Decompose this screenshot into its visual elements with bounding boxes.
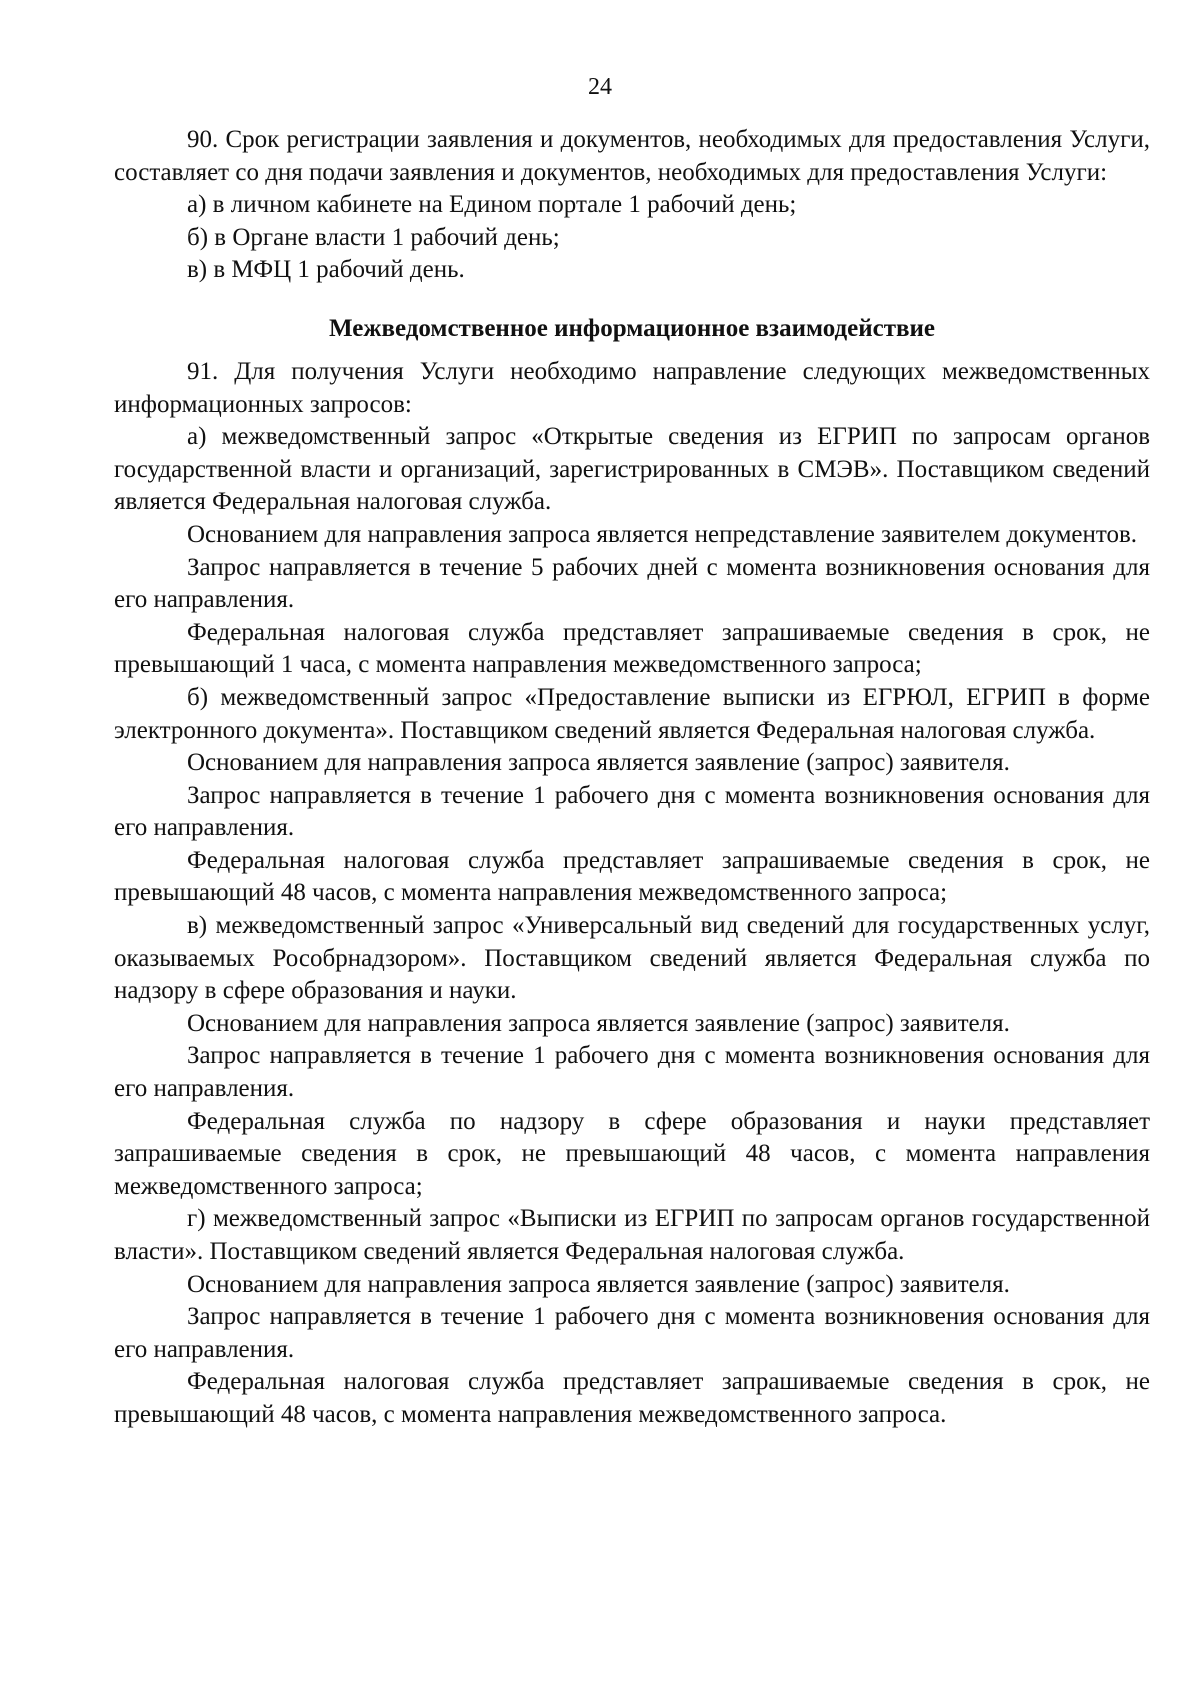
request-a-timing: Запрос направляется в течение 5 рабочих дней с момента возникновения основания для его направления. — [114, 553, 1150, 614]
document-body — [114, 124, 1150, 1432]
list-item-a: а) в личном кабинете на Едином портале 1 рабочий день; — [187, 191, 797, 219]
paragraph-90: 90. Срок регистрации заявления и документов, необходимых для предоставления Услуги, составляет со дня подачи заявления и документов, необходимых для предоставления Услуги: — [114, 126, 1150, 186]
request-a-basis: Основанием для направления запроса является непредставление заявителем документов. — [187, 520, 1138, 548]
request-g-basis: Основанием для направления запроса является заявление (запрос) заявителя. — [187, 1270, 1010, 1298]
request-b-timing: Запрос направляется в течение 1 рабочего дня с момента возникновения основания для его направления. — [114, 781, 1150, 842]
list-item-b: б) в Органе власти 1 рабочий день; — [187, 223, 560, 251]
request-g-timing: Запрос направляется в течение 1 рабочего дня с момента возникновения основания для его направления. — [114, 1303, 1150, 1363]
page-number: 24 — [588, 74, 612, 100]
list-item-v: в) в МФЦ 1 рабочий день. — [187, 256, 465, 284]
request-v-response: Федеральная служба по надзору в сфере образования и науки представляет запрашиваемые сведения в срок, не превышающий 48 часов, с момента направления межведомственного запроса; — [114, 1107, 1150, 1200]
request-g-response: Федеральная налоговая служба представляет запрашиваемые сведения в срок, не превышающий 48 часов, с момента направления межведомственного запроса. — [114, 1368, 1150, 1428]
request-b: б) межведомственный запрос «Предоставление выписки из ЕГРЮЛ, ЕГРИП в форме электронного документа». Поставщиком сведений является Федеральная налоговая служба. — [114, 683, 1150, 744]
request-a-response: Федеральная налоговая служба представляет запрашиваемые сведения в срок, не превышающий 1 часа, с момента направления межведомственного запроса; — [114, 618, 1150, 679]
request-g: г) межведомственный запрос «Выписки из ЕГРИП по запросам органов государственной власти». Поставщиком сведений является Федеральная налоговая служба. — [114, 1205, 1150, 1265]
request-v-basis: Основанием для направления запроса является заявление (запрос) заявителя. — [187, 1009, 1010, 1037]
section-heading: Межведомственное информационное взаимодействие — [329, 314, 935, 342]
paragraph-91: 91. Для получения Услуги необходимо направление следующих межведомственных информационных запросов: — [114, 357, 1150, 418]
request-a: а) межведомственный запрос «Открытые сведения из ЕГРИП по запросам органов государственной власти и организаций, зарегистрированных в СМЭВ». Поставщиком сведений является Федеральная налоговая служба. — [114, 423, 1150, 516]
request-v-timing: Запрос направляется в течение 1 рабочего дня с момента возникновения основания для его направления. — [114, 1042, 1150, 1103]
request-v: в) межведомственный запрос «Универсальный вид сведений для государственных услуг, оказываемых Рособрнадзором». Поставщиком сведений является Федеральная служба по надзору в сфере образования и науки. — [114, 912, 1150, 1005]
request-b-response: Федеральная налоговая служба представляет запрашиваемые сведения в срок, не превышающий 48 часов, с момента направления межведомственного запроса; — [114, 846, 1150, 907]
request-b-basis: Основанием для направления запроса является заявление (запрос) заявителя. — [187, 749, 1010, 777]
